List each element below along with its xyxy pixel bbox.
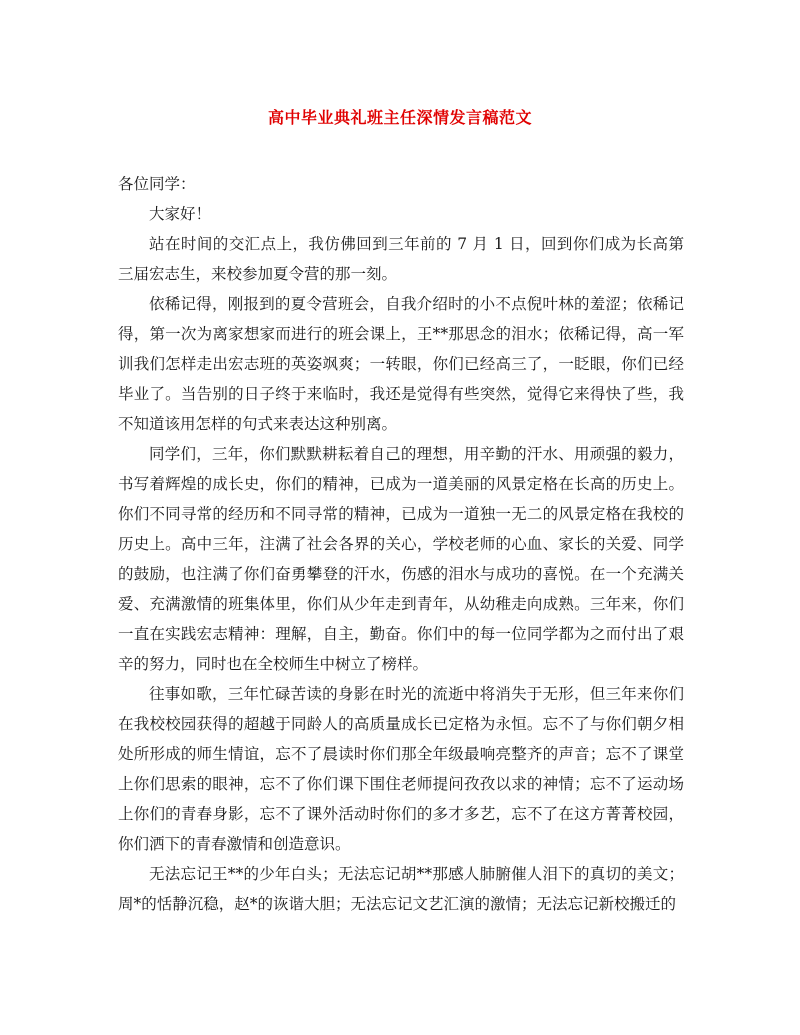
document-body [118, 169, 684, 919]
paragraph-unforgettable: 无法忘记王**的少年白头；无法忘记胡**那感人肺腑催人泪下的真切的美文；周*的恬静沉稳，赵*的诙谐大胆；无法忘记文艺汇演的激情；无法忘记新校搬迁的 [118, 865, 684, 913]
paragraph-hello: 大家好！ [149, 205, 212, 223]
paragraph-crossroads: 站在时间的交汇点上，我仿佛回到三年前的 7 月 1 日，回到你们成为长高第三届宏志生，来校参加夏令营的那一刻。 [118, 235, 684, 283]
document-title: 高中毕业典礼班主任深情发言稿范文 [267, 108, 532, 127]
paragraph-past-like-song: 往事如歌，三年忙碌苦读的身影在时光的流逝中将消失于无形，但三年来你们在我校校园获得的超越于同龄人的高质量成长已定格为永恒。忘不了与你们朝夕相处所形成的师生情谊，忘不了晨读时你们那全年级最响亮整齐的声音；忘不了课堂上你们思索的眼神，忘不了你们课下围住老师提问孜孜以求的神情；忘不了运动场上你们的青春身影，忘不了课外活动时你们的多才多艺，忘不了在这方菁菁校园，你们洒下的青春激情和创造意识。 [118, 685, 684, 853]
greeting-line: 各位同学： [118, 175, 196, 193]
paragraph-three-years: 同学们，三年，你们默默耕耘着自己的理想，用辛勤的汗水、用顽强的毅力，书写着辉煌的成长史，你们的精神，已成为一道美丽的风景定格在长高的历史上。你们不同寻常的经历和不同寻常的精神，已成为一道独一无二的风景定格在我校的历史上。高中三年，注满了社会各界的关心，学校老师的心血、家长的关爱、同学的鼓励，也注满了你们奋勇攀登的汗水，伤感的泪水与成功的喜悦。在一个充满关爱、充满激情的班集体里，你们从少年走到青年，从幼稚走向成熟。三年来，你们一直在实践宏志精神：理解，自主，勤奋。你们中的每一位同学都为之而付出了艰辛的努力，同时也在全校师生中树立了榜样。 [118, 445, 684, 673]
paragraph-memories: 依稀记得，刚报到的夏令营班会，自我介绍时的小不点倪叶林的羞涩；依稀记得，第一次为离家想家而进行的班会课上，王**那思念的泪水；依稀记得，高一军训我们怎样走出宏志班的英姿飒爽；一转眼，你们已经高三了，一眨眼，你们已经毕业了。当告别的日子终于来临时，我还是觉得有些突然，觉得它来得快了些，我不知道该用怎样的句式来表达这种别离。 [118, 295, 684, 433]
